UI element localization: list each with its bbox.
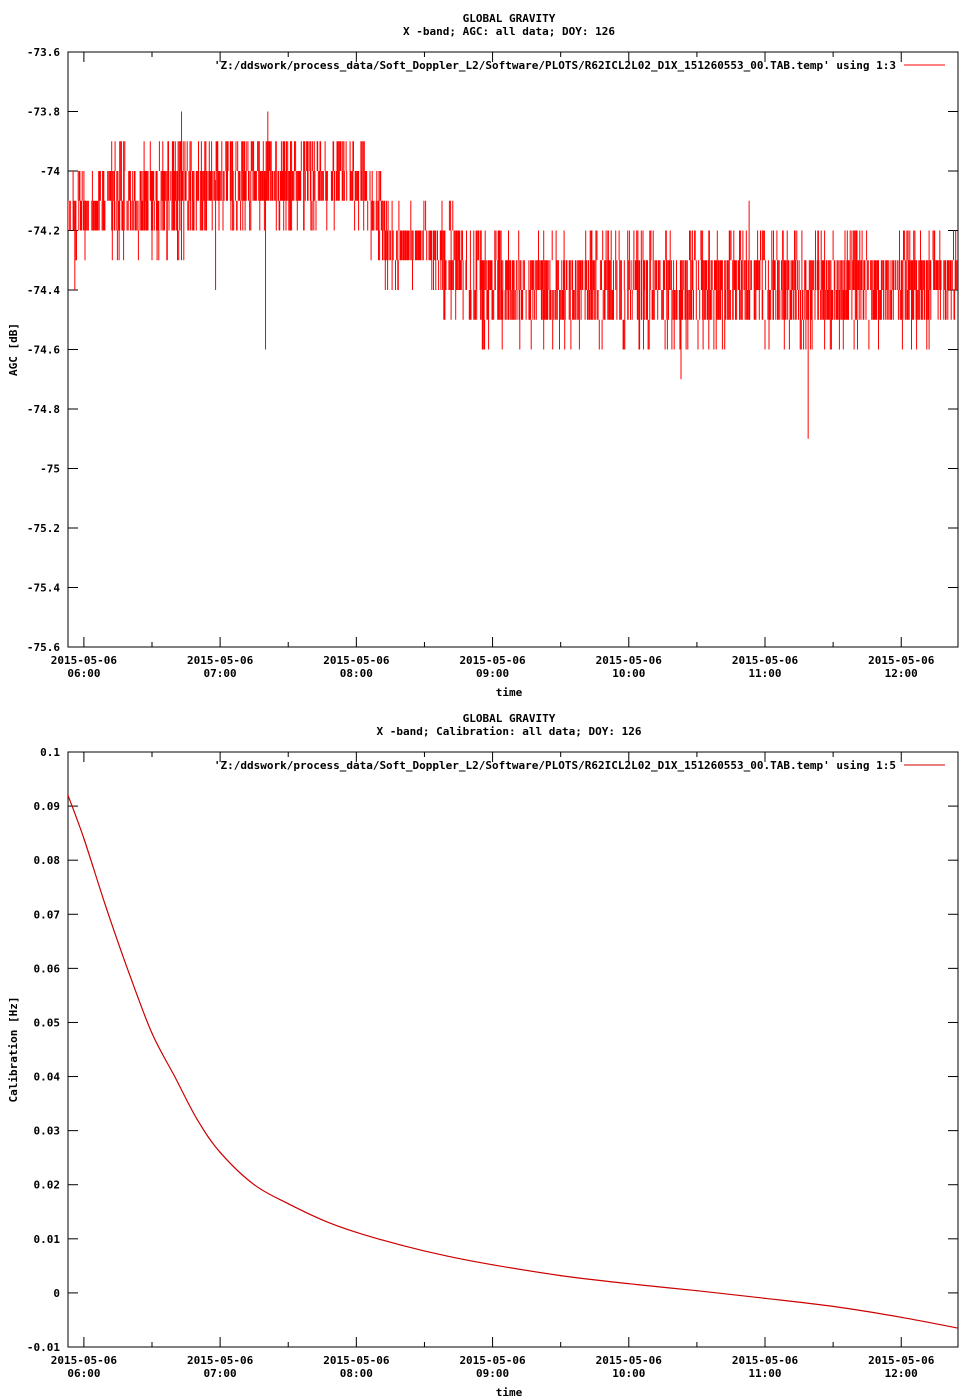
calibration-point <box>322 1219 323 1220</box>
y-axis-label: AGC [dB] <box>7 323 20 376</box>
x-tick-time-label: 06:00 <box>67 667 101 680</box>
calibration-point <box>174 1076 175 1077</box>
legend-label: 'Z:/ddswork/process_data/Soft_Doppler_L2/Software/PLOTS/R62ICL2L02_D1X_151260553_00.TAB.temp' using 1:5 <box>213 759 896 772</box>
y-tick-label: -75.2 <box>26 522 60 535</box>
calibration-point <box>288 1203 289 1204</box>
x-tick-date-label: 2015-05-06 <box>50 1354 118 1367</box>
x-tick-time-label: 07:00 <box>203 1367 237 1380</box>
y-tick-label: 0.08 <box>33 854 60 868</box>
calibration-point <box>901 1317 902 1318</box>
chart-title: GLOBAL GRAVITY <box>462 712 556 725</box>
y-tick-label: -74.4 <box>26 284 60 297</box>
y-tick-label: 0.09 <box>33 800 60 814</box>
y-tick-label: 0.06 <box>33 962 60 976</box>
x-tick-date-label: 2015-05-06 <box>187 654 254 667</box>
series-group <box>67 795 958 1329</box>
y-tick-label: -74.6 <box>26 343 60 357</box>
x-tick-date-label: 2015-05-06 <box>595 654 662 667</box>
y-tick-label: -73.6 <box>26 46 60 59</box>
calibration-point <box>764 1298 765 1299</box>
y-tick-label: 0.02 <box>33 1178 60 1192</box>
x-axis-label: time <box>495 1386 523 1399</box>
chart-subtitle: X -band; AGC: all data; DOY: 126 <box>403 25 615 38</box>
calibration-point <box>401 1245 402 1246</box>
x-tick-date-label: 2015-05-06 <box>323 1354 390 1367</box>
calibration-point <box>628 1283 629 1284</box>
plot-frame <box>68 752 958 1347</box>
y-tick-label: -75.4 <box>26 581 60 595</box>
y-tick-label: 0.1 <box>40 746 60 759</box>
y-tick-label: -74.8 <box>26 403 60 416</box>
x-tick-time-label: 11:00 <box>748 667 782 680</box>
x-tick-time-label: 07:00 <box>203 667 237 680</box>
x-tick-time-label: 09:00 <box>476 667 510 680</box>
x-tick-time-label: 11:00 <box>748 1367 782 1380</box>
x-tick-date-label: 2015-05-06 <box>731 654 799 667</box>
chart-subtitle: X -band; Calibration: all data; DOY: 126 <box>376 725 642 738</box>
calibration-point <box>254 1184 255 1185</box>
series-group <box>68 112 958 439</box>
chart-title: GLOBAL GRAVITY <box>462 12 556 25</box>
x-tick-time-label: 12:00 <box>884 1367 918 1380</box>
calibration-point <box>696 1290 697 1291</box>
calibration-point <box>492 1264 493 1265</box>
y-tick-label: -75.6 <box>26 641 60 654</box>
x-axis-label: time <box>495 686 523 699</box>
x-tick-date-label: 2015-05-06 <box>868 654 935 667</box>
x-tick-time-label: 06:00 <box>67 1367 101 1380</box>
y-tick-label: 0 <box>53 1286 60 1300</box>
y-tick-label: 0.03 <box>33 1124 60 1138</box>
y-tick-label: 0.05 <box>33 1016 60 1030</box>
y-tick-label: -74 <box>40 165 60 178</box>
calibration-point <box>106 908 107 909</box>
chart-panel-2 <box>7 712 959 1399</box>
calibration-point <box>83 838 84 839</box>
x-tick-time-label: 10:00 <box>612 667 646 680</box>
calibration-point <box>197 1119 198 1120</box>
calibration-point <box>129 973 130 974</box>
calibration-point <box>220 1152 221 1153</box>
chart-panel-1 <box>7 12 958 699</box>
x-tick-date-label: 2015-05-06 <box>595 1354 662 1367</box>
calibration-point <box>151 1033 152 1034</box>
y-tick-label: 0.04 <box>33 1070 60 1084</box>
calibration-point <box>356 1232 357 1233</box>
x-tick-time-label: 12:00 <box>884 667 918 680</box>
y-axis-label: Calibration [Hz] <box>7 996 20 1103</box>
y-tick-label: 0.01 <box>33 1232 60 1246</box>
x-tick-date-label: 2015-05-06 <box>459 654 526 667</box>
y-tick-label: 0.07 <box>33 908 60 922</box>
calibration-series-line <box>68 795 958 1328</box>
calibration-point <box>447 1256 448 1257</box>
x-tick-date-label: 2015-05-06 <box>187 1354 254 1367</box>
x-tick-date-label: 2015-05-06 <box>731 1354 799 1367</box>
x-tick-time-label: 09:00 <box>476 1367 510 1380</box>
x-tick-date-label: 2015-05-06 <box>459 1354 526 1367</box>
calibration-point <box>560 1275 561 1276</box>
x-tick-date-label: 2015-05-06 <box>323 654 390 667</box>
y-tick-label: -0.01 <box>26 1341 60 1354</box>
x-tick-date-label: 2015-05-06 <box>868 1354 935 1367</box>
x-tick-time-label: 10:00 <box>612 1367 646 1380</box>
y-tick-label: -74.2 <box>26 224 60 238</box>
y-tick-label: -75 <box>40 462 60 476</box>
agc-series-line <box>68 141 958 349</box>
x-tick-date-label: 2015-05-06 <box>50 654 118 667</box>
x-tick-time-label: 08:00 <box>339 667 373 680</box>
y-tick-label: -73.8 <box>26 105 60 119</box>
calibration-point <box>833 1306 834 1307</box>
x-tick-time-label: 08:00 <box>339 1367 373 1380</box>
legend-label: 'Z:/ddswork/process_data/Soft_Doppler_L2/Software/PLOTS/R62ICL2L02_D1X_151260553_00.TAB.temp' using 1:3 <box>213 59 896 72</box>
